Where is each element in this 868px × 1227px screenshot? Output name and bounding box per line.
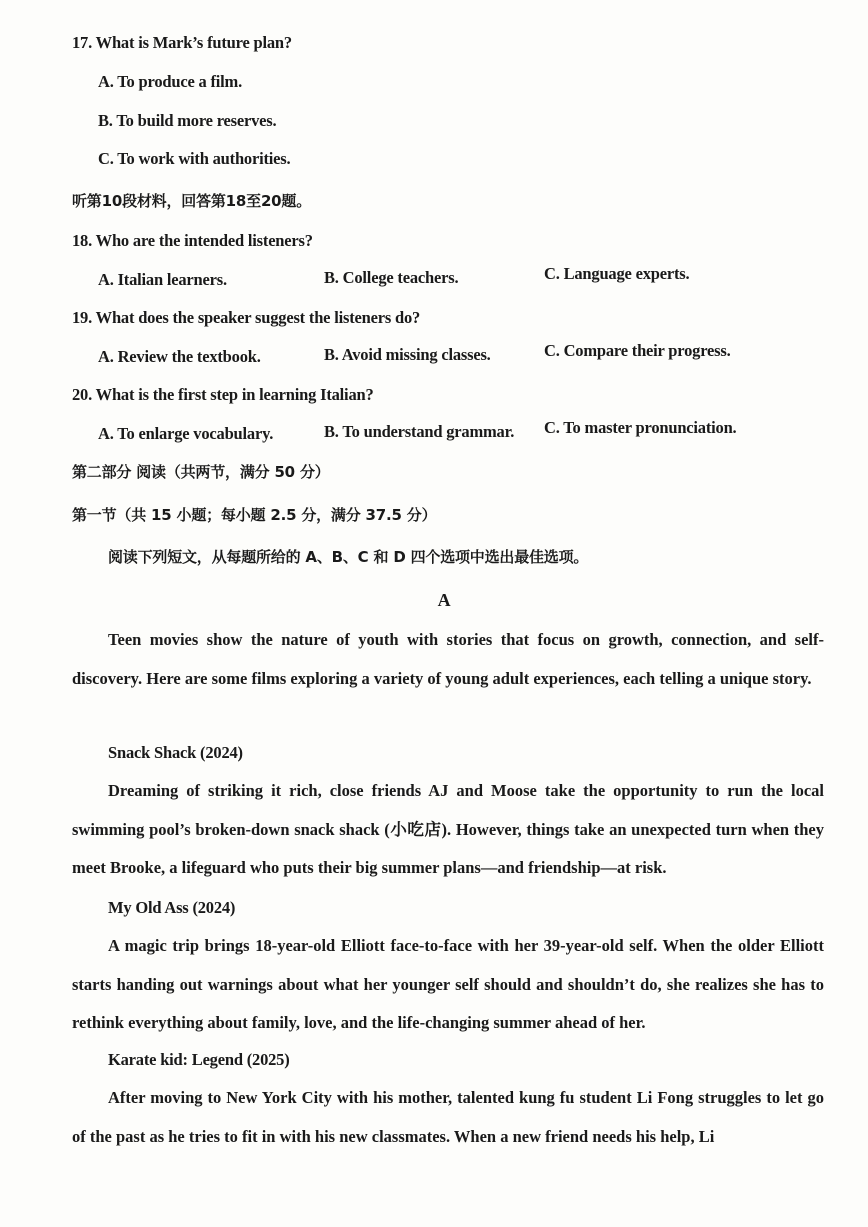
q17-option-a: A. To produce a film. bbox=[98, 72, 243, 91]
q18-option-a: A. Italian learners. bbox=[98, 270, 227, 289]
q18-option-b: B. College teachers. bbox=[324, 268, 459, 287]
passage-label: A bbox=[437, 590, 451, 610]
question-18: 18. Who are the intended listeners? bbox=[72, 231, 313, 250]
film-title-my-old-ass: My Old Ass (2024) bbox=[108, 898, 236, 917]
film-title-karate-kid: Karate kid: Legend (2025) bbox=[108, 1050, 290, 1069]
part-two-heading: 第二部分 阅读（共两节，满分 50 分） bbox=[72, 463, 330, 481]
q20-option-b: B. To understand grammar. bbox=[324, 422, 515, 441]
section-one-heading: 第一节（共 15 小题；每小题 2.5 分，满分 37.5 分） bbox=[72, 506, 437, 524]
film-description-karate-kid: After moving to New York City with his mother, talented kung fu student Li Fong struggles to let go of the past as he tries to fit in with his new classmates. When a new friend needs his help, Li bbox=[72, 1088, 824, 1146]
passage-intro: Teen movies show the nature of youth with stories that focus on growth, connection, and self-discovery. Here are some films exploring a variety of young adult experiences, each telling a unique story. bbox=[72, 630, 824, 688]
listening-section-note: 听第10段材料，回答第18至20题。 bbox=[72, 192, 312, 210]
q17-option-b: B. To build more reserves. bbox=[98, 111, 277, 130]
q20-option-c: C. To master pronunciation. bbox=[544, 418, 737, 437]
q19-option-a: A. Review the textbook. bbox=[98, 347, 261, 366]
q17-option-c: C. To work with authorities. bbox=[98, 149, 291, 168]
q19-option-b: B. Avoid missing classes. bbox=[324, 345, 491, 364]
question-19: 19. What does the speaker suggest the listeners do? bbox=[72, 308, 421, 327]
q19-option-c: C. Compare their progress. bbox=[544, 341, 731, 360]
q18-option-c: C. Language experts. bbox=[544, 264, 690, 283]
question-17: 17. What is Mark’s future plan? bbox=[72, 33, 292, 52]
film-description-my-old-ass: A magic trip brings 18-year-old Elliott face-to-face with her 39-year-old self. When the older Elliott starts handing out warnings about what her younger self should and shouldn’t do, she realizes she has to rethink everything about family, love, and the life-changing summer ahead of her. bbox=[72, 936, 824, 1032]
film-title-snack-shack: Snack Shack (2024) bbox=[108, 743, 243, 762]
question-20: 20. What is the first step in learning Italian? bbox=[72, 385, 374, 404]
reading-instruction: 阅读下列短文，从每题所给的 A、B、C 和 D 四个选项中选出最佳选项。 bbox=[108, 548, 589, 566]
q20-option-a: A. To enlarge vocabulary. bbox=[98, 424, 274, 443]
film-description-snack-shack: Dreaming of striking it rich, close friends AJ and Moose take the opportunity to run the local swimming pool’s broken-down snack shack (小吃店). However, things take an unexpected turn when they meet Brooke, a lifeguard who puts their big summer plans—and friendship—at risk. bbox=[72, 781, 824, 877]
